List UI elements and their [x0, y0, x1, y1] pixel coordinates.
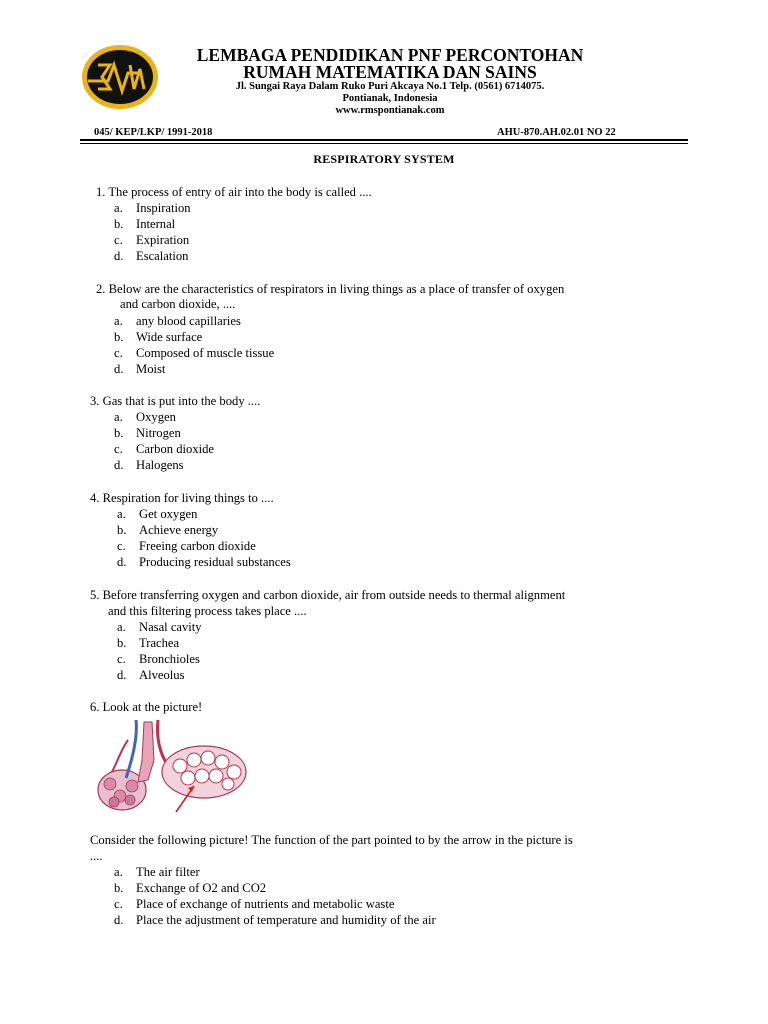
q2-option-a-letter: a.: [114, 314, 123, 328]
q1-option-d-text: Escalation: [136, 249, 189, 263]
q2-option-d-letter: d.: [114, 362, 124, 376]
q5-option-b-letter: b.: [117, 636, 127, 650]
q6-option-a-text: The air filter: [136, 865, 200, 879]
q5-option-c-letter: c.: [117, 652, 126, 666]
registration-number-left: 045/ KEP/LKP/ 1991-2018: [94, 127, 213, 138]
org-name-line1: LEMBAGA PENDIDIKAN PNF PERCONTOHAN: [196, 45, 584, 65]
q6-option-b-letter: b.: [114, 881, 124, 895]
q3-option-b-text: Nitrogen: [136, 426, 181, 440]
q3-option-a-text: Oxygen: [136, 410, 176, 424]
q2-option-c-letter: c.: [114, 346, 123, 360]
q5-option-a-text: Nasal cavity: [139, 620, 202, 634]
q4-option-a-text: Get oxygen: [139, 507, 198, 521]
q5-option-a-letter: a.: [117, 620, 126, 634]
q6-option-b-text: Exchange of O2 and CO2: [136, 881, 267, 895]
header-divider-thick: [80, 139, 688, 141]
q3-option-d-text: Halogens: [136, 458, 184, 472]
q5-option-c-text: Bronchioles: [139, 652, 200, 666]
q1-option-c-letter: c.: [114, 233, 123, 247]
org-website: www.rmspontianak.com: [335, 105, 445, 116]
q2-option-b-text: Wide surface: [136, 330, 203, 344]
q2-option-a-text: any blood capillaries: [136, 314, 241, 328]
question-2-text-line1: 2. Below are the characteristics of respirators in living things as a place of transfer of oxygen: [96, 282, 565, 296]
q6-option-c-text: Place of exchange of nutrients and metabolic waste: [136, 897, 395, 911]
q5-option-b-text: Trachea: [139, 636, 180, 650]
q1-option-b-text: Internal: [136, 217, 176, 231]
question-5-text-line1: 5. Before transferring oxygen and carbon dioxide, air from outside needs to thermal alignment: [90, 588, 566, 602]
q1-option-d-letter: d.: [114, 249, 124, 263]
q6-option-d-letter: d.: [114, 913, 124, 927]
q2-option-c-text: Composed of muscle tissue: [136, 346, 275, 360]
question-6-prompt-line1: Consider the following picture! The function of the part pointed to by the arrow in the picture is: [90, 833, 573, 847]
q4-option-d-letter: d.: [117, 555, 127, 569]
q5-option-d-text: Alveolus: [139, 668, 185, 682]
question-5-text-line2: and this filtering process takes place ....: [108, 604, 307, 618]
alveoli-illustration: [92, 720, 252, 820]
q3-option-d-letter: d.: [114, 458, 124, 472]
q5-option-d-letter: d.: [117, 668, 127, 682]
org-name-line2: RUMAH MATEMATIKA DAN SAINS: [243, 62, 537, 82]
document-title: RESPIRATORY SYSTEM: [313, 152, 455, 166]
q1-option-b-letter: b.: [114, 217, 124, 231]
q6-option-d-text: Place the adjustment of temperature and humidity of the air: [136, 913, 436, 927]
question-3-text: 3. Gas that is put into the body ....: [90, 394, 261, 408]
q3-option-c-text: Carbon dioxide: [136, 442, 214, 456]
q3-option-a-letter: a.: [114, 410, 123, 424]
q1-option-c-text: Expiration: [136, 233, 190, 247]
q3-option-b-letter: b.: [114, 426, 124, 440]
question-6-prompt-line2: ....: [90, 849, 103, 863]
question-4-text: 4. Respiration for living things to ....: [90, 491, 274, 505]
q4-option-b-text: Achieve energy: [139, 523, 219, 537]
q3-option-c-letter: c.: [114, 442, 123, 456]
org-address: Jl. Sungai Raya Dalam Ruko Puri Akcaya No.1 Telp. (0561) 6714075.: [235, 81, 545, 92]
q6-option-c-letter: c.: [114, 897, 123, 911]
q2-option-d-text: Moist: [136, 362, 166, 376]
q4-option-c-text: Freeing carbon dioxide: [139, 539, 256, 553]
registration-number-right: AHU-870.AH.02.01 NO 22: [497, 127, 616, 138]
q4-option-a-letter: a.: [117, 507, 126, 521]
q4-option-d-text: Producing residual substances: [139, 555, 291, 569]
q4-option-c-letter: c.: [117, 539, 126, 553]
q6-option-a-letter: a.: [114, 865, 123, 879]
q4-option-b-letter: b.: [117, 523, 127, 537]
institution-logo: [80, 43, 160, 111]
org-city: Pontianak, Indonesia: [342, 93, 438, 104]
q2-option-b-letter: b.: [114, 330, 124, 344]
q1-option-a-text: Inspiration: [136, 201, 191, 215]
q1-option-a-letter: a.: [114, 201, 123, 215]
header-divider-thin: [80, 143, 688, 144]
question-2-text-line2: and carbon dioxide, ....: [120, 297, 236, 311]
question-1-text: 1. The process of entry of air into the body is called ....: [96, 185, 372, 199]
question-6-text: 6. Look at the picture!: [90, 700, 203, 714]
